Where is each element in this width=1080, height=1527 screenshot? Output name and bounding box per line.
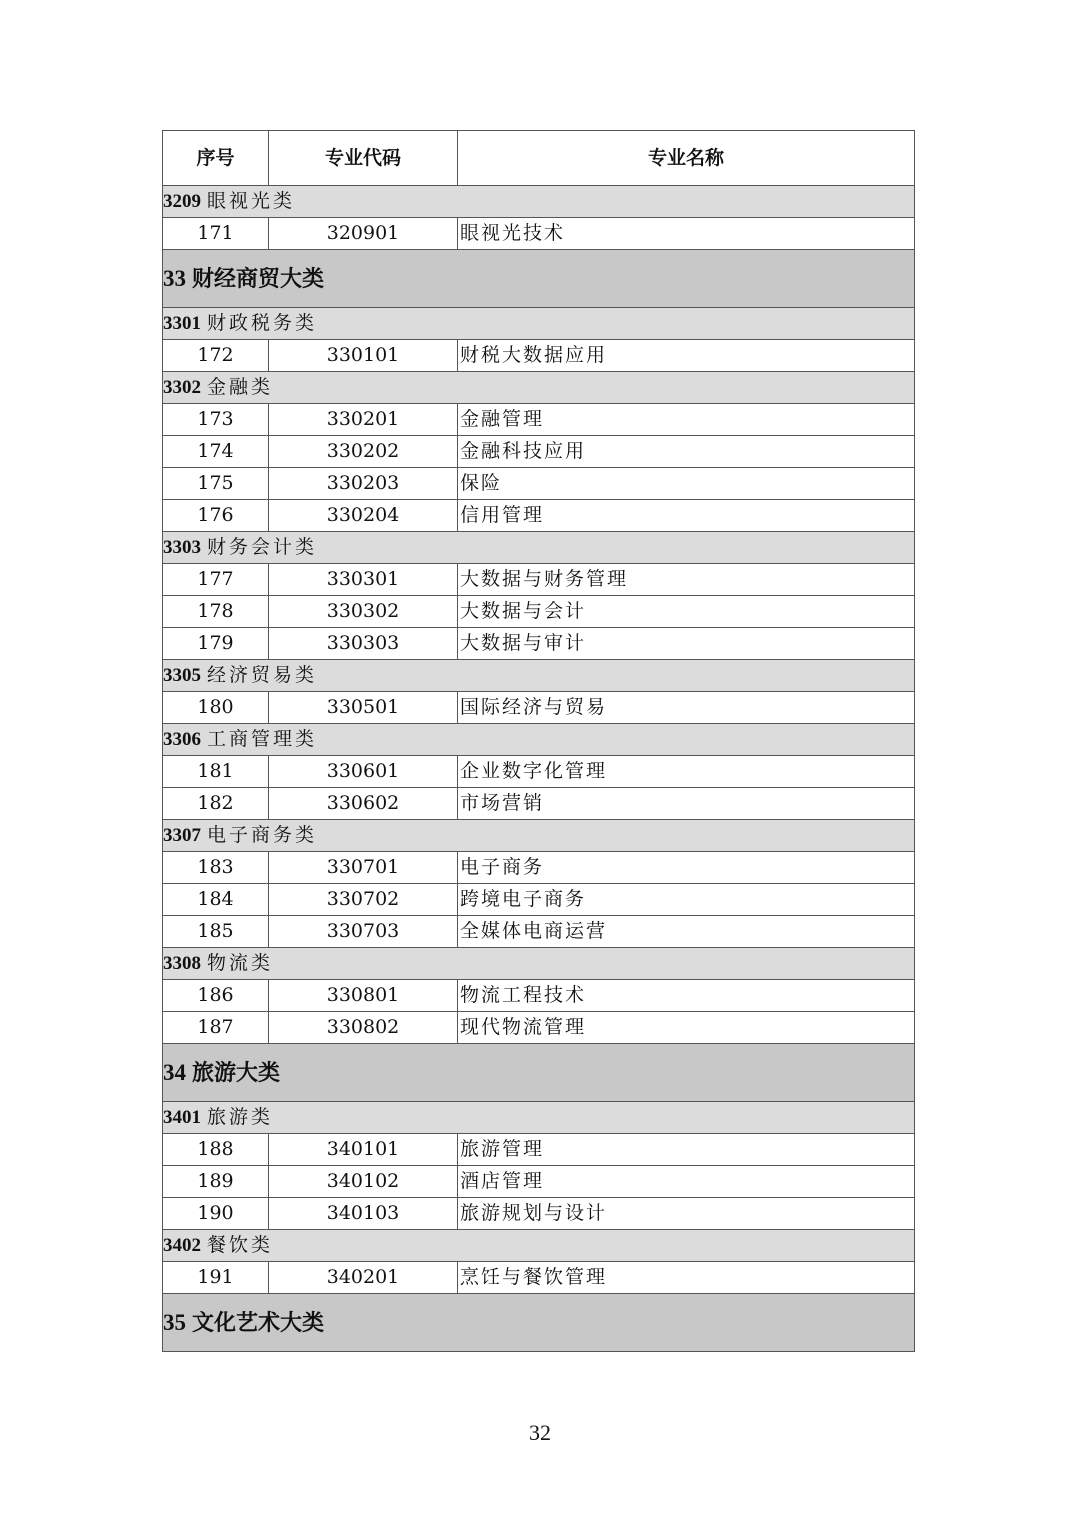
row-code: 330602 xyxy=(269,788,458,820)
row-code: 330301 xyxy=(269,564,458,596)
category-code: 3306 xyxy=(163,729,201,750)
row-code: 330101 xyxy=(269,340,458,372)
table-header xyxy=(163,131,915,186)
row-seq: 191 xyxy=(163,1262,269,1294)
category-row xyxy=(163,308,915,340)
row-name: 物流工程技术 xyxy=(458,980,915,1012)
category-code: 3308 xyxy=(163,953,201,974)
table-row xyxy=(163,884,915,916)
category-code: 3209 xyxy=(163,191,201,212)
category-code: 3401 xyxy=(163,1107,201,1128)
major-category-code: 33 xyxy=(163,265,186,291)
row-code: 330702 xyxy=(269,884,458,916)
row-seq: 182 xyxy=(163,788,269,820)
category-name: 电子商务类 xyxy=(207,824,318,846)
category-row xyxy=(163,1230,915,1262)
row-name: 国际经济与贸易 xyxy=(458,692,915,724)
table-row xyxy=(163,1166,915,1198)
row-code: 330701 xyxy=(269,852,458,884)
major-category-row xyxy=(163,250,915,308)
table-row xyxy=(163,404,915,436)
row-seq: 185 xyxy=(163,916,269,948)
table-row xyxy=(163,1262,915,1294)
row-name: 旅游规划与设计 xyxy=(458,1198,915,1230)
table-row xyxy=(163,980,915,1012)
table-row xyxy=(163,1012,915,1044)
row-seq: 177 xyxy=(163,564,269,596)
category-row xyxy=(163,186,915,218)
row-name: 旅游管理 xyxy=(458,1134,915,1166)
row-seq: 172 xyxy=(163,340,269,372)
category-code: 3303 xyxy=(163,537,201,558)
row-seq: 189 xyxy=(163,1166,269,1198)
category-row xyxy=(163,1102,915,1134)
row-code: 340201 xyxy=(269,1262,458,1294)
major-category-name: 财经商贸大类 xyxy=(192,266,325,292)
table-row xyxy=(163,692,915,724)
major-category-row xyxy=(163,1044,915,1102)
row-name: 信用管理 xyxy=(458,500,915,532)
row-name: 企业数字化管理 xyxy=(458,756,915,788)
row-name: 跨境电子商务 xyxy=(458,884,915,916)
majors-table xyxy=(162,130,915,1352)
category-name: 经济贸易类 xyxy=(207,664,318,686)
row-name: 大数据与财务管理 xyxy=(458,564,915,596)
row-code: 330204 xyxy=(269,500,458,532)
row-code: 340101 xyxy=(269,1134,458,1166)
category-code: 3402 xyxy=(163,1235,201,1256)
header-seq: 序号 xyxy=(163,131,269,186)
page-number: 32 xyxy=(529,1420,551,1445)
major-category-name: 旅游大类 xyxy=(192,1060,281,1086)
table-row xyxy=(163,1198,915,1230)
category-name: 财务会计类 xyxy=(207,536,318,558)
category-code: 3307 xyxy=(163,825,201,846)
category-code: 3302 xyxy=(163,377,201,398)
table-row xyxy=(163,340,915,372)
row-code: 330501 xyxy=(269,692,458,724)
row-seq: 180 xyxy=(163,692,269,724)
row-name: 金融管理 xyxy=(458,404,915,436)
table-row xyxy=(163,596,915,628)
major-category-name: 文化艺术大类 xyxy=(192,1310,325,1336)
category-name: 工商管理类 xyxy=(207,728,318,750)
row-code: 330201 xyxy=(269,404,458,436)
table-row xyxy=(163,564,915,596)
row-seq: 176 xyxy=(163,500,269,532)
row-seq: 186 xyxy=(163,980,269,1012)
table-row xyxy=(163,500,915,532)
row-seq: 184 xyxy=(163,884,269,916)
row-seq: 174 xyxy=(163,436,269,468)
header-name: 专业名称 xyxy=(458,131,915,186)
row-seq: 181 xyxy=(163,756,269,788)
category-code: 3301 xyxy=(163,313,201,334)
table-row xyxy=(163,852,915,884)
row-name: 烹饪与餐饮管理 xyxy=(458,1262,915,1294)
row-name: 酒店管理 xyxy=(458,1166,915,1198)
row-seq: 175 xyxy=(163,468,269,500)
row-name: 财税大数据应用 xyxy=(458,340,915,372)
table-row xyxy=(163,468,915,500)
row-code: 330303 xyxy=(269,628,458,660)
row-code: 330801 xyxy=(269,980,458,1012)
category-code: 3305 xyxy=(163,665,201,686)
row-name: 金融科技应用 xyxy=(458,436,915,468)
row-seq: 188 xyxy=(163,1134,269,1166)
category-name: 餐饮类 xyxy=(207,1234,274,1256)
category-row xyxy=(163,820,915,852)
row-name: 现代物流管理 xyxy=(458,1012,915,1044)
row-name: 大数据与会计 xyxy=(458,596,915,628)
table-row xyxy=(163,756,915,788)
table-row xyxy=(163,628,915,660)
row-seq: 183 xyxy=(163,852,269,884)
row-seq: 178 xyxy=(163,596,269,628)
row-code: 330601 xyxy=(269,756,458,788)
table-row xyxy=(163,916,915,948)
row-seq: 179 xyxy=(163,628,269,660)
row-name: 电子商务 xyxy=(458,852,915,884)
category-name: 金融类 xyxy=(207,376,274,398)
row-code: 330203 xyxy=(269,468,458,500)
row-code: 330802 xyxy=(269,1012,458,1044)
category-row xyxy=(163,372,915,404)
category-row xyxy=(163,724,915,756)
row-code: 340102 xyxy=(269,1166,458,1198)
row-seq: 190 xyxy=(163,1198,269,1230)
category-row xyxy=(163,948,915,980)
major-category-row xyxy=(163,1294,915,1352)
row-name: 大数据与审计 xyxy=(458,628,915,660)
row-code: 340103 xyxy=(269,1198,458,1230)
row-seq: 171 xyxy=(163,218,269,250)
table-row xyxy=(163,788,915,820)
row-code: 330703 xyxy=(269,916,458,948)
major-category-code: 34 xyxy=(163,1059,186,1085)
row-seq: 173 xyxy=(163,404,269,436)
category-name: 财政税务类 xyxy=(207,312,318,334)
row-name: 保险 xyxy=(458,468,915,500)
row-name: 眼视光技术 xyxy=(458,218,915,250)
category-name: 物流类 xyxy=(207,952,274,974)
table-row xyxy=(163,1134,915,1166)
header-code: 专业代码 xyxy=(269,131,458,186)
category-name: 旅游类 xyxy=(207,1106,274,1128)
category-row xyxy=(163,532,915,564)
row-name: 全媒体电商运营 xyxy=(458,916,915,948)
row-code: 330302 xyxy=(269,596,458,628)
row-seq: 187 xyxy=(163,1012,269,1044)
row-code: 330202 xyxy=(269,436,458,468)
category-name: 眼视光类 xyxy=(207,190,296,212)
table-row xyxy=(163,218,915,250)
major-category-code: 35 xyxy=(163,1309,186,1335)
row-name: 市场营销 xyxy=(458,788,915,820)
table-row xyxy=(163,436,915,468)
row-code: 320901 xyxy=(269,218,458,250)
category-row xyxy=(163,660,915,692)
